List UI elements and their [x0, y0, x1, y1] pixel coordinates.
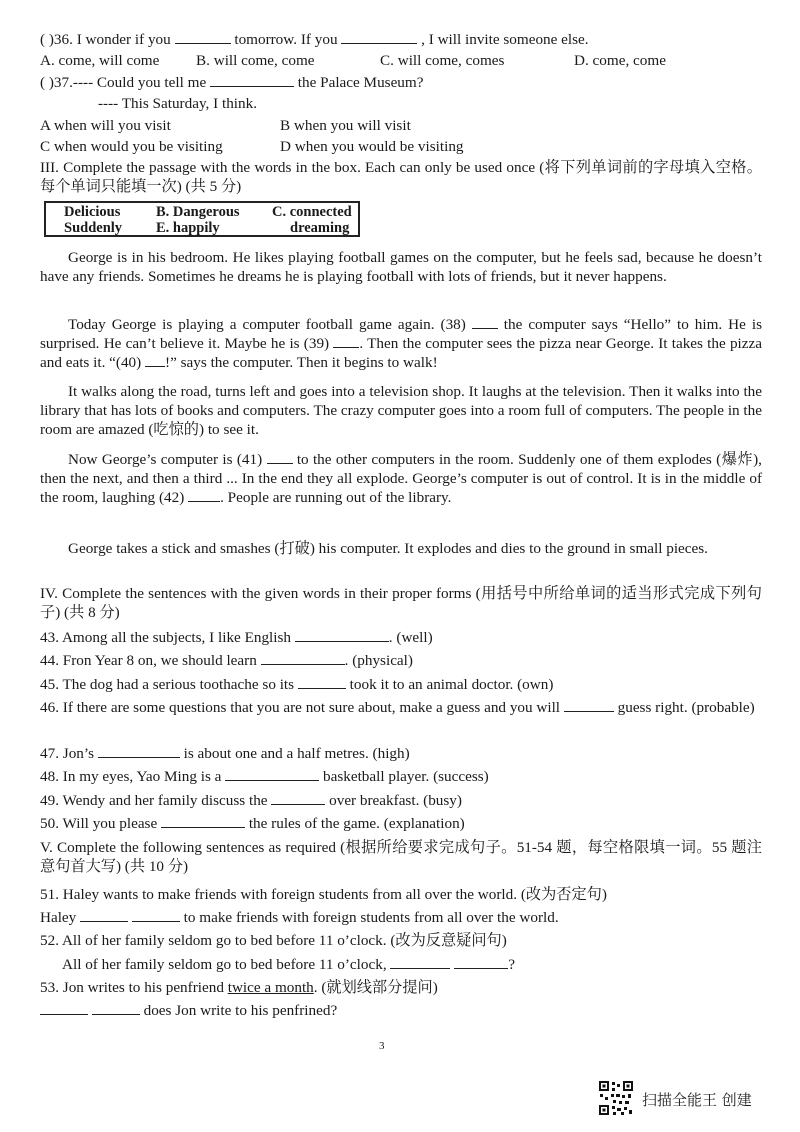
question-37-options-ab: A when will you visit B when you will visit [40, 117, 411, 134]
question-46: 46. If there are some questions that you are not sure about, make a guess and you will guess right. (probable) [40, 699, 755, 716]
passage-paragraph-3: It walks along the road, turns left and goes into a television shop. It laughs at the television. Then it walks into the library that has lots of books and computers. The crazy computer goes into a room full of computers. The people in the room are amazed (吃惊的) to see it. [40, 383, 762, 438]
page-number: 3 [379, 1040, 385, 1052]
question-36-options: A. come, will come B. will come, come C. will come, comes D. come, come [40, 52, 666, 69]
question-51: 51. Haley wants to make friends with foreign students from all over the world. (改为否定句) [40, 886, 607, 903]
passage-paragraph-1: George is in his bedroom. He likes playing football games on the computer, but he feels sad, because he doesn’t have any friends. Sometimes he dreams he is playing football with lots of friends, but it never happens. [40, 249, 762, 285]
question-43: 43. Among all the subjects, I like English . (well) [40, 629, 433, 646]
scanner-credit: 扫描全能王 创建 [642, 1091, 752, 1109]
question-37-options-cd: C when would you be visiting D when you would be visiting [40, 138, 464, 155]
question-47: 47. Jon’s is about one and a half metres. (high) [40, 745, 410, 762]
question-37: ( )37.---- Could you tell me the Palace Museum? [40, 74, 424, 91]
word-box-item-a: Delicious [64, 204, 121, 220]
passage-paragraph-4: Now George’s computer is (41) to the other computers in the room. Suddenly one of them explodes (爆炸), then the next, and then a third ... In the end they all explode. George’s computer is out of control. It is in the middle of the room, laughing (42) . People are running out of the library. [40, 451, 762, 506]
word-box-item-b: B. Dangerous [156, 204, 240, 220]
question-51-answer: Haley to make friends with foreign students from all over the world. [40, 909, 559, 926]
question-45: 45. The dog had a serious toothache so its took it to an animal doctor. (own) [40, 676, 554, 693]
question-37-answer: ---- This Saturday, I think. [98, 95, 258, 112]
word-box-item-c: C. connected [272, 204, 352, 220]
question-52: 52. All of her family seldom go to bed before 11 o’clock. (改为反意疑问句) [40, 932, 507, 949]
section-3-heading: III. Complete the passage with the words in the box. Each can only be used once (将下列单词前的字母填入空格。每个单词只能填一次) (共 5 分) [40, 159, 762, 195]
question-44: 44. Fron Year 8 on, we should learn . (physical) [40, 652, 413, 669]
section-5-heading: V. Complete the following sentences as required (根据所给要求完成句子。51-54 题，每空格限填一词。55 题注意句首大写) (共 10 分) [40, 839, 762, 875]
question-52-answer: All of her family seldom go to bed before 11 o’clock, ? [62, 956, 515, 973]
scanner-watermark [598, 1080, 788, 1118]
word-box-item-d: Suddenly [64, 220, 123, 236]
passage-paragraph-2: Today George is playing a computer football game again. (38) the computer says “Hello” to him. He is surprised. He can’t believe it. Maybe he is (39) . Then the computer sees the pizza near George. It takes the pizza and eats it. “(40) !” says the computer. Then it begins to walk! [40, 316, 762, 371]
question-48: 48. In my eyes, Yao Ming is a basketball player. (success) [40, 768, 489, 785]
word-box-item-e: E. happily [156, 220, 220, 236]
qr-code-icon [598, 1080, 634, 1116]
question-50: 50. Will you please the rules of the game. (explanation) [40, 815, 465, 832]
question-53-answer: does Jon write to his penfrined? [40, 1001, 337, 1020]
word-box [44, 201, 360, 237]
question-49: 49. Wendy and her family discuss the over breakfast. (busy) [40, 792, 462, 809]
question-36: ( )36. I wonder if you tomorrow. If you , I will invite someone else. [40, 31, 589, 48]
word-box-item-f: dreaming [290, 220, 350, 236]
passage-paragraph-5: George takes a stick and smashes (打破) his computer. It explodes and dies to the ground in small pieces. [68, 540, 708, 557]
question-53: 53. Jon writes to his penfriend twice a month. (就划线部分提问) [40, 979, 438, 996]
section-4-heading: IV. Complete the sentences with the given words in their proper forms (用括号中所给单词的适当形式完成下列句子) (共 8 分) [40, 585, 762, 621]
